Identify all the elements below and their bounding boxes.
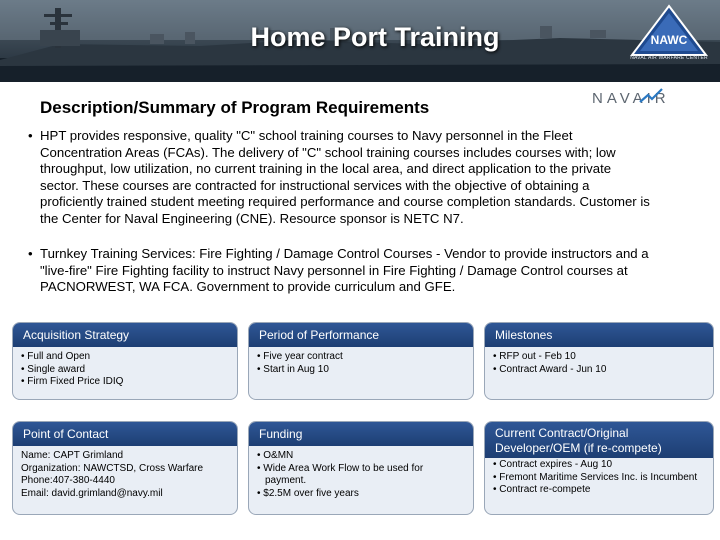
nawc-subtitle: NAVAL AIR WARFARE CENTER	[630, 55, 708, 61]
milestones-box	[484, 322, 714, 400]
navair-logo-text: NAVAIR	[592, 90, 670, 107]
box-title: Milestones	[485, 323, 713, 347]
list-item: • Contract expires - Aug 10	[493, 459, 613, 470]
list-item: • Five year contract	[257, 351, 343, 362]
list-item: • Start in Aug 10	[257, 363, 329, 375]
box-title: Current Contract/Original Developer/OEM (if re-compete)	[485, 422, 713, 458]
contact-organization: Organization: NAWCTSD, Cross Warfare	[21, 462, 204, 474]
list-item: • Contract Award - Jun 10	[493, 363, 607, 375]
bullet-text: HPT provides responsive, quality "C" school training courses to Navy personnel in the Fleet Concentration Areas (FCAs). The delivery of "C" school training courses includes courses with; low throughput, low utilization, no current training in the local area, and direct application to the private sector. These courses are contracted for instructional services with the objective of obtaining a proficiently trained student meeting required performance and course completion standards. Customer is the Center for Naval Engineering (CNE). Resource sponsor is NETC N7.	[40, 128, 650, 226]
list-item: • Single award	[21, 363, 86, 375]
list-item: • Wide Area Work Flow to be used for payment.	[257, 462, 424, 486]
list-item: • Contract re-compete	[493, 484, 591, 495]
page-title: Home Port Training	[250, 22, 500, 52]
section-heading: Description/Summary of Program Requirements	[40, 98, 430, 117]
funding-box	[248, 421, 474, 515]
acquisition-strategy-box	[12, 322, 238, 400]
navair-logo	[590, 86, 714, 108]
list-item: • Full and Open	[21, 351, 91, 362]
nawc-logo-text: NAWC	[650, 33, 688, 47]
header-banner	[0, 0, 720, 82]
current-contract-box	[484, 421, 714, 515]
bullet-turnkey	[28, 246, 653, 296]
bullet-text: Turnkey Training Services: Fire Fighting / Damage Control Courses - Vendor to provide instructors and a "live-fire" Fire Fighting facility to instruct Navy personnel in Fire Fighting / Damage Control courses at PACNORWEST, WA FCA. Government to provide curriculum and GFE.	[40, 246, 649, 295]
contact-phone: Phone:407-380-4440	[21, 475, 115, 486]
box-title: Acquisition Strategy	[13, 323, 237, 347]
point-of-contact-box	[12, 421, 238, 515]
list-item: • RFP out - Feb 10	[493, 351, 576, 362]
contact-name: Name: CAPT Grimland	[21, 450, 124, 461]
list-item: • Firm Fixed Price IDIQ	[21, 376, 124, 387]
list-item: • O&MN	[257, 450, 294, 461]
list-item: • Fremont Maritime Services Inc. is Incumbent	[493, 471, 698, 483]
box-title: Period of Performance	[249, 323, 473, 347]
period-of-performance-box	[248, 322, 474, 400]
list-item: • $2.5M over five years	[257, 487, 359, 499]
contact-email[interactable]: Email: david.grimland@navy.mil	[21, 487, 163, 499]
bullet-dot-icon: •	[28, 246, 33, 261]
bullet-dot-icon: •	[28, 128, 33, 143]
bullet-hpt	[28, 128, 653, 228]
box-title: Funding	[249, 422, 473, 446]
box-title: Point of Contact	[13, 422, 237, 446]
